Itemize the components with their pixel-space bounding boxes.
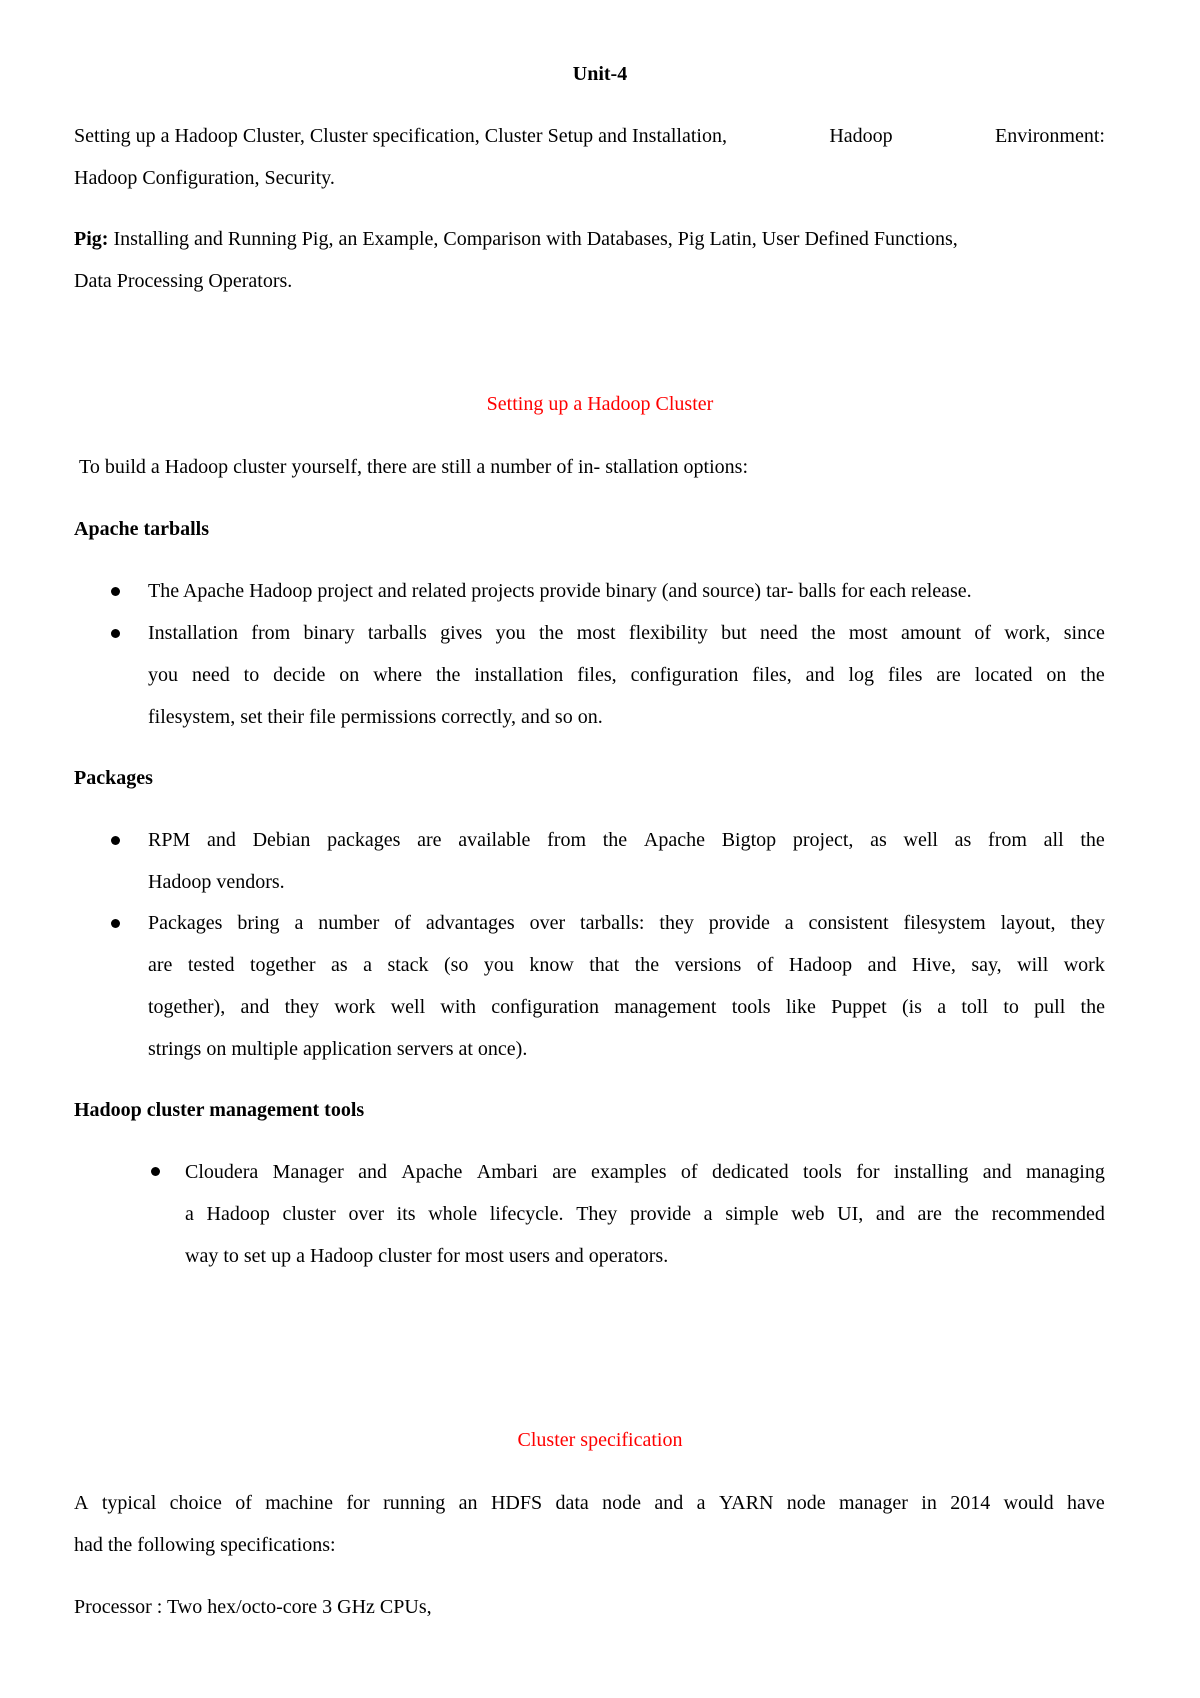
section-heading-setting-up: Setting up a Hadoop Cluster — [486, 393, 714, 415]
cluster-spec-intro-line-1: A typical choice of machine for running an HDFS data node and a YARN node manager in 2014 would have — [74, 1492, 1105, 1514]
hadoop-env-text: Setting up a Hadoop Cluster, Cluster specification, Cluster Setup and Installation, — [74, 125, 727, 147]
packages-bullet-2-line-4: strings on multiple application servers at once). — [148, 1038, 528, 1060]
bullet-icon — [111, 629, 120, 638]
apache-bullet-2-line-1: Installation from binary tarballs gives you the most flexibility but need the most amount of work, since — [148, 622, 1105, 644]
packages-bullet-2-line-3: together), and they work well with configuration management tools like Puppet (is a toll to pull the — [148, 996, 1105, 1018]
packages-bullet-2-line-1: Packages bring a number of advantages over tarballs: they provide a consistent filesystem layout, they — [148, 912, 1105, 934]
pig-line-1 — [74, 229, 958, 249]
bullet-icon — [111, 836, 120, 845]
hadoop-env-line-2: Hadoop Configuration, Security. — [74, 167, 335, 189]
cluster-spec-intro-line-2: had the following specifications: — [74, 1534, 336, 1556]
cluster-tools-heading: Hadoop cluster management tools — [74, 1099, 365, 1121]
pig-label: Pig: — [74, 228, 109, 250]
apache-bullet-2-line-2: you need to decide on where the installation files, configuration files, and log files are located on the — [148, 664, 1105, 686]
packages-bullet-1-line-2: Hadoop vendors. — [148, 871, 285, 893]
processor-spec: Processor : Two hex/octo-core 3 GHz CPUs, — [74, 1596, 432, 1618]
apache-bullet-2-line-3: filesystem, set their file permissions correctly, and so on. — [148, 706, 603, 728]
apache-bullet-1: The Apache Hadoop project and related projects provide binary (and source) tar- balls for each release. — [148, 580, 972, 602]
packages-heading: Packages — [74, 767, 153, 789]
bullet-icon — [111, 919, 120, 928]
section-heading-cluster-spec: Cluster specification — [517, 1429, 683, 1451]
packages-bullet-1-line-1: RPM and Debian packages are available from the Apache Bigtop project, as well as from all the — [148, 829, 1105, 851]
packages-bullet-2-line-2: are tested together as a stack (so you know that the versions of Hadoop and Hive, say, will work — [148, 954, 1105, 976]
apache-tarballs-heading: Apache tarballs — [74, 518, 209, 540]
hadoop-env-line-1: Setting up a Hadoop Cluster, Cluster specification, Cluster Setup and Installation, Hadoop Environment: — [74, 125, 1105, 147]
pig-text: Installing and Running Pig, an Example, Comparison with Databases, Pig Latin, User Defined Functions, — [113, 228, 958, 250]
bullet-icon — [111, 587, 120, 596]
tools-bullet-1-line-3: way to set up a Hadoop cluster for most users and operators. — [185, 1245, 669, 1267]
tools-bullet-1-line-2: a Hadoop cluster over its whole lifecycle. They provide a simple web UI, and are the recommended — [185, 1203, 1105, 1225]
bullet-icon — [151, 1167, 160, 1176]
pig-line-2: Data Processing Operators. — [74, 270, 293, 292]
setting-up-intro: To build a Hadoop cluster yourself, there are still a number of in- stallation options: — [79, 456, 748, 478]
unit-title: Unit-4 — [572, 63, 628, 85]
tools-bullet-1-line-1: Cloudera Manager and Apache Ambari are examples of dedicated tools for installing and managing — [185, 1161, 1105, 1183]
